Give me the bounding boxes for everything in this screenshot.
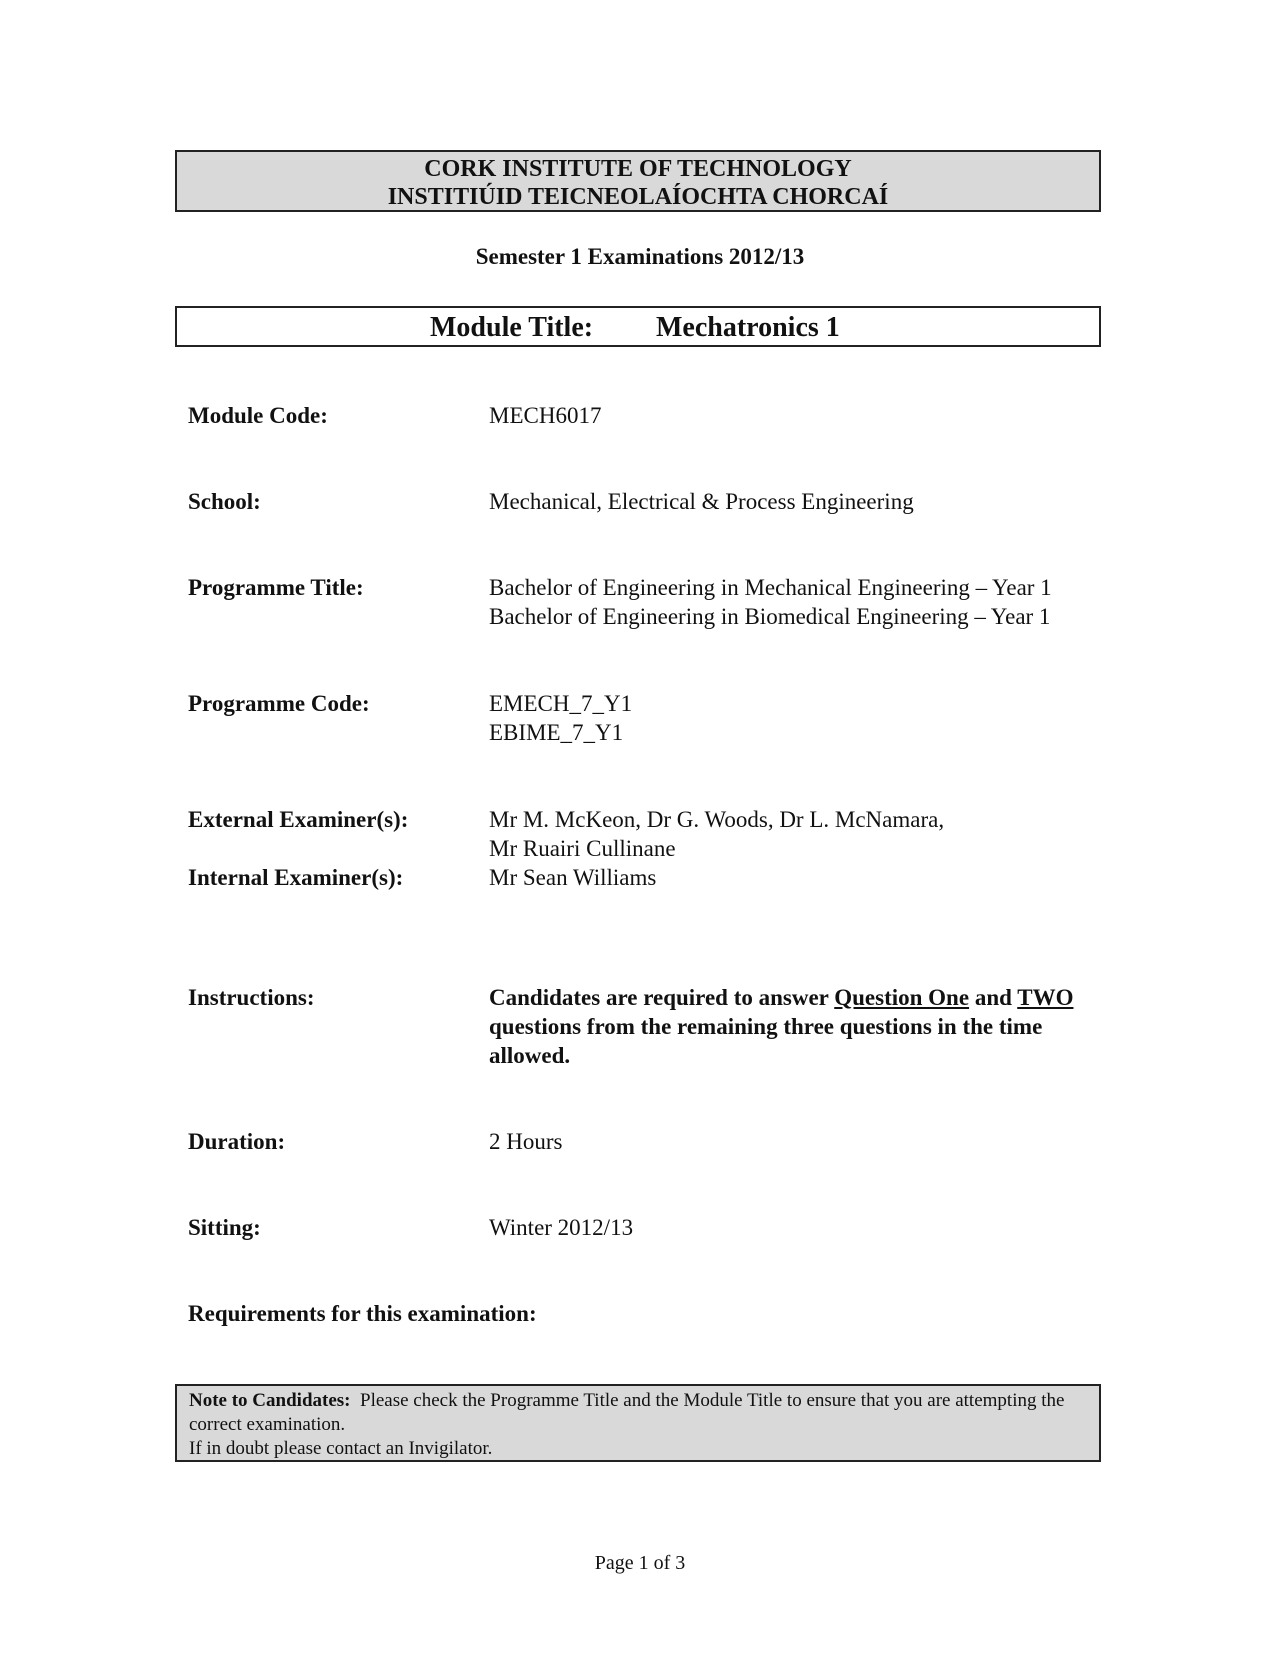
semester-heading: Semester 1 Examinations 2012/13 xyxy=(475,244,805,269)
external-examiners-label: External Examiner(s): xyxy=(188,807,409,832)
school-value: Mechanical, Electrical & Process Engineering xyxy=(489,489,914,514)
note-text-line xyxy=(189,1389,1087,1437)
duration-value: 2 Hours xyxy=(489,1129,563,1154)
sitting-label: Sitting: xyxy=(188,1215,261,1240)
module-title-label: Module Title: xyxy=(430,312,594,343)
programme-title-line: Bachelor of Engineering in Biomedical Engineering – Year 1 xyxy=(489,604,1051,629)
duration-label: Duration: xyxy=(188,1129,286,1154)
school-label: School: xyxy=(188,489,261,514)
programme-code-line: EBIME_7_Y1 xyxy=(489,720,624,745)
instructions-text: and xyxy=(969,985,1018,1010)
internal-examiners-value: Mr Sean Williams xyxy=(489,865,657,890)
internal-examiners-label: Internal Examiner(s): xyxy=(188,865,404,890)
requirements-label: Requirements for this examination: xyxy=(188,1301,537,1326)
programme-title-label: Programme Title: xyxy=(188,575,364,600)
note-to-candidates-box xyxy=(175,1384,1101,1462)
instructions-text: questions from the remaining three questions in the time allowed. xyxy=(489,1014,1043,1068)
programme-code-line: EMECH_7_Y1 xyxy=(489,691,633,716)
programme-code-label: Programme Code: xyxy=(188,691,370,716)
instructions-label: Instructions: xyxy=(188,985,315,1010)
institution-name-english: CORK INSTITUTE OF TECHNOLOGY xyxy=(424,156,852,182)
module-title-box xyxy=(175,306,1101,347)
external-examiners-line: Mr Ruairi Cullinane xyxy=(489,836,676,861)
programme-title-line: Bachelor of Engineering in Mechanical Engineering – Year 1 xyxy=(489,575,1052,600)
module-title-value: Mechatronics 1 xyxy=(656,312,840,343)
institution-name-irish: INSTITIÚID TEICNEOLAÍOCHTA CHORCAÍ xyxy=(387,184,889,210)
external-examiners-value xyxy=(489,805,944,863)
instructions-emphasis-two: TWO xyxy=(1017,985,1074,1010)
note-text-line-doubt: If in doubt please contact an Invigilator. xyxy=(189,1438,493,1459)
page-number: Page 1 of 3 xyxy=(594,1552,686,1574)
instructions-emphasis-question-one: Question One xyxy=(834,985,970,1010)
instructions-text: Candidates are required to answer xyxy=(489,985,835,1010)
module-code-label: Module Code: xyxy=(188,403,328,428)
institution-header xyxy=(175,150,1101,212)
instructions-value xyxy=(489,983,1089,1070)
sitting-value: Winter 2012/13 xyxy=(489,1215,634,1240)
module-code-value: MECH6017 xyxy=(489,403,602,428)
programme-code-value xyxy=(489,689,632,747)
note-text: Please check the Programme Title and the Module Title to ensure that you are attempting the correct examination. xyxy=(189,1390,1070,1435)
programme-title-value xyxy=(489,573,1052,631)
external-examiners-line: Mr M. McKeon, Dr G. Woods, Dr L. McNamara, xyxy=(489,807,945,832)
note-label: Note to Candidates: xyxy=(189,1390,351,1411)
